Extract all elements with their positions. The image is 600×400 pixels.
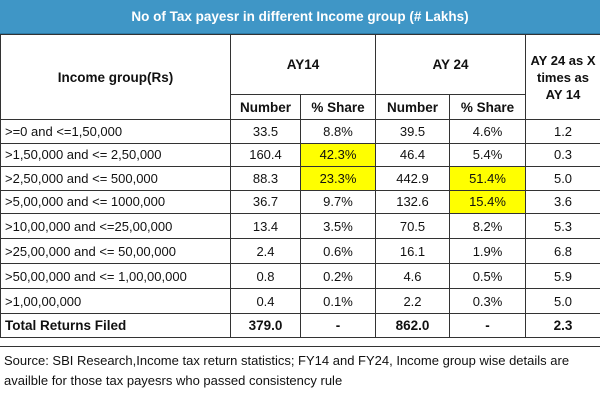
ay14-share-cell: 8.8% (301, 120, 376, 144)
ay24-share-cell: 0.5% (450, 264, 526, 289)
ay14-number-cell: 88.3 (231, 167, 301, 191)
ratio-cell: 1.2 (526, 120, 600, 144)
ay24-header: AY 24 (376, 35, 526, 95)
ay24-number-cell: 16.1 (376, 239, 450, 264)
income-group-cell: >=0 and <=1,50,000 (1, 120, 231, 144)
total-ratio: 2.3 (526, 314, 600, 338)
ay14-number-header: Number (231, 95, 301, 120)
ay24-share-cell: 8.2% (450, 214, 526, 239)
total-ay14-number: 379.0 (231, 314, 301, 338)
income-group-cell: >25,00,000 and <= 50,00,000 (1, 239, 231, 264)
ratio-cell: 5.0 (526, 289, 600, 314)
income-group-cell: >5,00,000 and <= 1000,000 (1, 190, 231, 214)
table-row (1, 239, 600, 264)
ratio-cell: 3.6 (526, 190, 600, 214)
ay24-share-cell: 4.6% (450, 120, 526, 144)
table-row (1, 120, 600, 144)
ay24-number-cell: 2.2 (376, 289, 450, 314)
table-row (1, 167, 600, 191)
ay14-number-cell: 160.4 (231, 143, 301, 167)
ay24-number-cell: 4.6 (376, 264, 450, 289)
table-row (1, 214, 600, 239)
ay24-share-cell: 51.4% (450, 167, 526, 191)
total-ay24-number: 862.0 (376, 314, 450, 338)
ay14-number-cell: 36.7 (231, 190, 301, 214)
income-group-cell: >10,00,000 and <=25,00,000 (1, 214, 231, 239)
ay14-number-cell: 0.8 (231, 264, 301, 289)
ay14-share-cell: 3.5% (301, 214, 376, 239)
total-label: Total Returns Filed (1, 314, 231, 338)
ratio-header: AY 24 as X times as AY 14 (526, 35, 600, 120)
ratio-cell: 5.9 (526, 264, 600, 289)
ay24-number-cell: 70.5 (376, 214, 450, 239)
table-row (1, 264, 600, 289)
ay14-number-cell: 33.5 (231, 120, 301, 144)
source-note: Source: SBI Research,Income tax return statistics; FY14 and FY24, Income group wise details are availble for those tax payesrs who passed consistency rule (0, 346, 600, 400)
table-title: No of Tax payesr in different Income group (# Lakhs) (0, 0, 600, 34)
ratio-cell: 0.3 (526, 143, 600, 167)
ay14-share-cell: 42.3% (301, 143, 376, 167)
ratio-cell: 6.8 (526, 239, 600, 264)
taxpayers-table (0, 34, 600, 338)
table-body (1, 120, 600, 338)
ay14-share-cell: 9.7% (301, 190, 376, 214)
ay24-number-cell: 39.5 (376, 120, 450, 144)
total-ay24-share: - (450, 314, 526, 338)
income-group-cell: >1,50,000 and <= 2,50,000 (1, 143, 231, 167)
table-row (1, 190, 600, 214)
ay24-share-cell: 0.3% (450, 289, 526, 314)
ay14-share-cell: 0.6% (301, 239, 376, 264)
ay14-header: AY14 (231, 35, 376, 95)
total-row (1, 314, 600, 338)
ratio-cell: 5.0 (526, 167, 600, 191)
ay14-number-cell: 2.4 (231, 239, 301, 264)
ay24-number-cell: 46.4 (376, 143, 450, 167)
income-group-header: Income group(Rs) (1, 35, 231, 120)
ay14-share-cell: 0.2% (301, 264, 376, 289)
ay24-number-header: Number (376, 95, 450, 120)
ratio-cell: 5.3 (526, 214, 600, 239)
income-group-cell: >1,00,00,000 (1, 289, 231, 314)
ay14-share-header: % Share (301, 95, 376, 120)
table-row (1, 143, 600, 167)
ay24-share-cell: 5.4% (450, 143, 526, 167)
ay14-number-cell: 0.4 (231, 289, 301, 314)
total-ay14-share: - (301, 314, 376, 338)
income-group-cell: >2,50,000 and <= 500,000 (1, 167, 231, 191)
ay14-share-cell: 0.1% (301, 289, 376, 314)
ay24-share-cell: 1.9% (450, 239, 526, 264)
ay14-number-cell: 13.4 (231, 214, 301, 239)
ay24-number-cell: 442.9 (376, 167, 450, 191)
table-row (1, 289, 600, 314)
income-group-cell: >50,00,000 and <= 1,00,00,000 (1, 264, 231, 289)
ay24-number-cell: 132.6 (376, 190, 450, 214)
ay24-share-header: % Share (450, 95, 526, 120)
ay24-share-cell: 15.4% (450, 190, 526, 214)
ay14-share-cell: 23.3% (301, 167, 376, 191)
